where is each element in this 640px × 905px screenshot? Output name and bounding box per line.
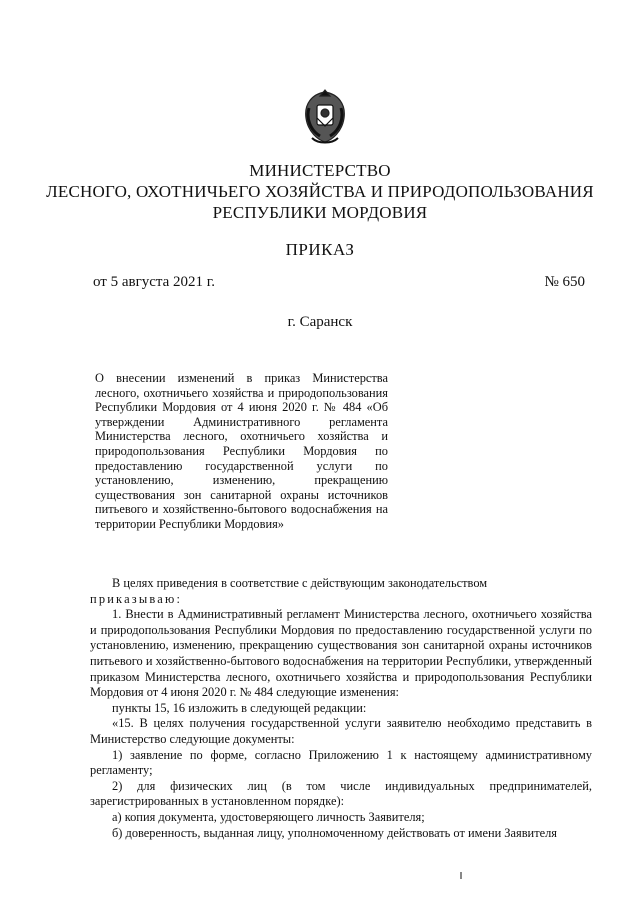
city: г. Саранск [287,314,353,330]
paragraph-6: а) копия документа, удостоверяющего личность Заявителя; [112,809,425,824]
scan-speck [460,872,462,879]
ministry-name [0,160,640,223]
ministry-line-3: РЕСПУБЛИКИ МОРДОВИЯ [212,203,428,222]
coat-of-arms-icon [300,88,350,146]
paragraph-5: 2) для физических лиц (в том числе индивидуальных предпринимателей, зарегистрированных в установленном порядке): [90,778,592,809]
order-word: приказываю: [90,591,183,606]
order-body [90,576,592,841]
order-subject: О внесении изменений в приказ Министерства лесного, охотничьего хозяйства и природопользования Республики Мордовия от 4 июня 2020 г. № 484 «Об утверждении Административного регламента Министерства лесного, охотничьего хозяйства и природопользования Республики Мордовия по предоставлению государственной услуги по установлению, изменению, прекращению существования зон санитарной охраны источников питьевого и хозяйственно-бытового водоснабжения на территории Республики Мордовия» [95,371,388,531]
paragraph-7: б) доверенность, выданная лицу, уполномоченному действовать от имени Заявителя [112,825,557,840]
ministry-line-1: МИНИСТЕРСТВО [249,161,391,180]
intro-paragraph: В целях приведения в соответствие с действующим законодательством [112,576,488,590]
paragraph-1: 1. Внести в Административный регламент Министерства лесного, охотничьего хозяйства и природопользования Республики Мордовия по предоставлению государственной услуги по установлению, изменению, прекращению существования зон санитарной охраны источников питьевого и хозяйственно-бытового водоснабжения на территории Республики, утвержденный приказом Министерства лесного, охотничьего хозяйства и природопользования Республики Мордовия от 4 июня 2020 г. № 484 следующие изменения: [90,607,592,700]
order-number: № 650 [544,274,585,290]
paragraph-3: «15. В целях получения государственной услуги заявителю необходимо представить в Министерство следующие документы: [90,716,592,746]
ministry-line-2: ЛЕСНОГО, ОХОТНИЧЬЕГО ХОЗЯЙСТВА И ПРИРОДОПОЛЬЗОВАНИЯ [46,182,594,201]
document-type: ПРИКАЗ [285,240,355,259]
paragraph-2: пункты 15, 16 изложить в следующей редакции: [112,700,367,715]
order-date: от 5 августа 2021 г. [93,274,216,290]
paragraph-4: 1) заявление по форме, согласно Приложению 1 к настоящему административному регламенту; [90,747,592,778]
